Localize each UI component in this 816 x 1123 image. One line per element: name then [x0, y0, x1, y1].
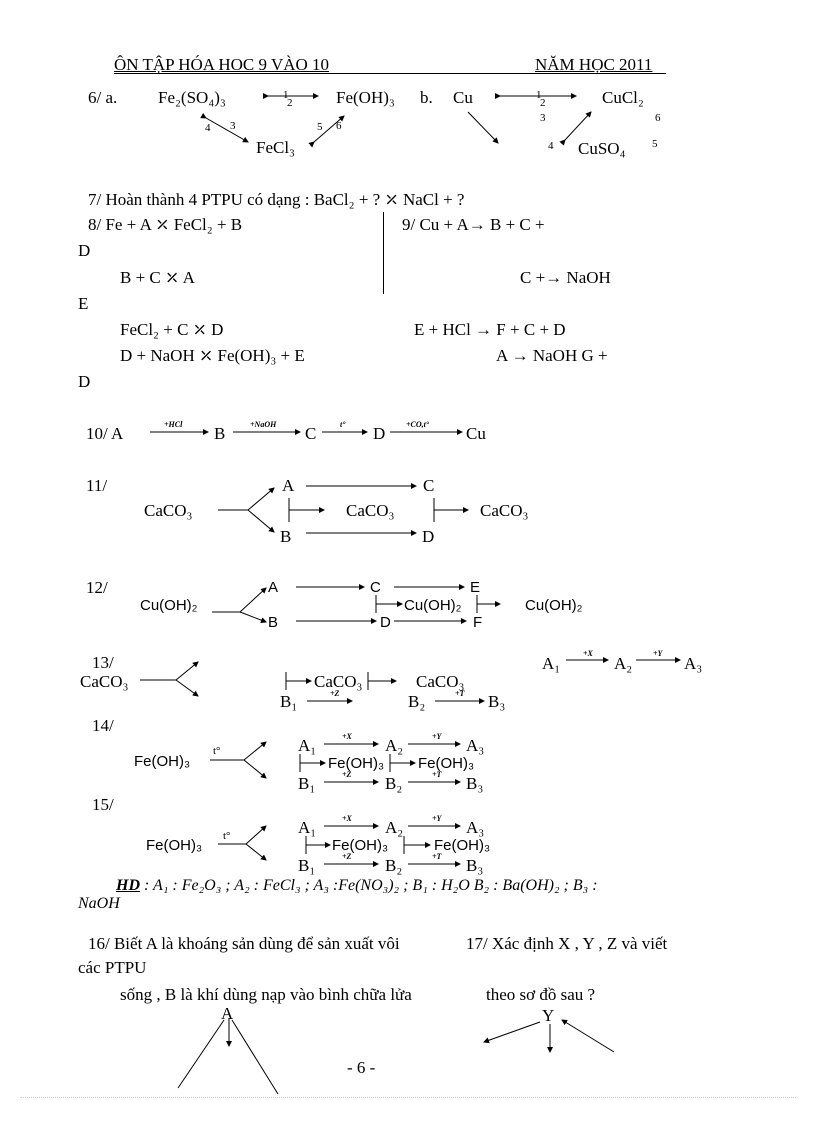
q15-a3: A₃ [466, 818, 485, 837]
q15-reagent-y: +Y [432, 814, 442, 823]
q13-a2: A₂ [614, 654, 633, 673]
q15-mid: Fe(OH)₃ [332, 837, 389, 854]
q13-reagent-y: +Y [653, 649, 663, 658]
q6-feoh3: Fe(OH)₃ [336, 88, 395, 107]
q13-caco3: CaCO₃ [80, 672, 129, 691]
q15-b3: B₃ [466, 856, 484, 875]
q12-a: A [268, 579, 279, 596]
q10-cu: Cu [466, 424, 486, 443]
q14-reagent-t: +T [432, 770, 442, 779]
q14-mid: Fe(OH)₃ [328, 755, 385, 772]
q12-b: B [268, 614, 279, 631]
q6-b-label: b. [420, 88, 433, 107]
q16-a: A [221, 1004, 234, 1023]
q6-b-num-6: 6 [655, 112, 661, 124]
q6-cu: Cu [453, 88, 473, 107]
q12-number: 12/ [86, 578, 108, 597]
q12-mid: Cu(OH)₂ [404, 597, 462, 614]
q15-reagent-x: +X [342, 814, 352, 823]
q15-b1: B₁ [298, 856, 316, 875]
q10-b: B [214, 424, 226, 443]
q11-c: C [423, 476, 435, 495]
q8-line1: 8/ Fe + A ⤫ FeCl₂ + B [88, 215, 243, 234]
q15-a2: A₂ [385, 818, 404, 837]
q13-reagent-t: +T [455, 689, 465, 698]
q12-f: F [473, 614, 483, 631]
q12-d: D [380, 614, 391, 631]
q13-a1: A₁ [542, 654, 561, 673]
q15-b2: B₂ [385, 856, 403, 875]
hd-hint [116, 876, 598, 896]
q14-b1: B₁ [298, 774, 316, 793]
header-title: ÔN TẬP HÓA HOC 9 VÀO 10 [114, 55, 330, 74]
q9-line3: E + HCl → F + C + D [414, 320, 566, 339]
q10-c: C [305, 424, 317, 443]
page-number: - 6 - [347, 1058, 376, 1077]
q6-cucl2: CuCl₂ [602, 88, 644, 107]
q14-feoh3: Fe(OH)₃ [134, 753, 191, 770]
q13-reagent-z: +Z [330, 689, 340, 698]
q11-a: A [282, 476, 295, 495]
q8-line2: B + C ⤫ A [120, 268, 195, 287]
q6-num-5: 5 [317, 121, 323, 133]
q6-num-4: 4 [205, 122, 211, 134]
q13-number: 13/ [92, 653, 114, 672]
q8-wrap-d: D [78, 241, 91, 260]
q9-line4: A → NaOH G + [496, 346, 608, 365]
q6-b-num-4: 4 [548, 140, 554, 152]
q12-cuoh2: Cu(OH)₂ [140, 597, 198, 614]
q14-b3: B₃ [466, 774, 484, 793]
q8-wrap-e: E [78, 294, 89, 313]
q11-b: B [280, 527, 292, 546]
q6-fe2so43: Fe₂(SO₄)₃ [158, 88, 226, 107]
hd-line2: NaOH [78, 895, 120, 912]
q14-reagent-x: +X [342, 732, 352, 741]
q6-b-num-1: 1 [536, 89, 542, 101]
hd-label: HD [116, 877, 140, 894]
header-rule [114, 73, 666, 74]
q8-q9-divider [383, 212, 384, 294]
q16-line3: sống , B là khí dùng nạp vào bình chữa lửa [120, 985, 412, 1004]
q6-b-num-3: 3 [540, 112, 546, 124]
q12-right: Cu(OH)₂ [525, 597, 583, 614]
q13-right: CaCO₃ [416, 672, 465, 691]
q10-reagent-2: +NaOH [250, 420, 277, 429]
q15-reagent-z: +Z [342, 852, 352, 861]
q10-reagent-3: t° [340, 420, 346, 429]
q11-number: 11/ [86, 476, 108, 495]
q13-b2: B₂ [408, 692, 426, 711]
q14-right: Fe(OH)₃ [418, 755, 475, 772]
q15-a1: A₁ [298, 818, 317, 837]
q12-e: E [470, 579, 481, 596]
q6-num-6: 6 [336, 120, 342, 132]
q14-heat: t° [213, 745, 221, 757]
q6-b-num-5: 5 [652, 138, 658, 150]
q15-number: 15/ [92, 795, 114, 814]
page-bottom-dots [20, 1097, 796, 1098]
q15-reagent-t: +T [432, 852, 442, 861]
q10-d: D [373, 424, 386, 443]
q17-line2: theo sơ đồ sau ? [486, 985, 596, 1004]
q6-num-2: 2 [287, 97, 293, 109]
q8-line3: FeCl₂ + C ⤫ D [120, 320, 224, 339]
q14-a3: A₃ [466, 736, 485, 755]
q9-line1: 9/ Cu + A→ B + C + [402, 215, 545, 234]
q6-b-num-2: 2 [540, 97, 546, 109]
q13-mid: CaCO₃ [314, 672, 363, 691]
q14-number: 14/ [92, 716, 114, 735]
q13-b1: B₁ [280, 692, 298, 711]
q8-line4: D + NaOH ⤫ Fe(OH)₃ + E [120, 346, 305, 365]
header-year: NĂM HỌC 2011 [535, 55, 653, 74]
q16-line1: 16/ Biết A là khoáng sản dùng để sản xuất vôi [88, 934, 400, 953]
q6-cuso4: CuSO₄ [578, 139, 626, 158]
q6-num-3: 3 [230, 120, 236, 132]
q7-text: 7/ Hoàn thành 4 PTPU có dạng : BaCl₂ + ? ⤫ NaCl + ? [88, 190, 465, 209]
q10-a: 10/ A [86, 424, 124, 443]
q15-feoh3: Fe(OH)₃ [146, 837, 203, 854]
q17-line1: 17/ Xác định X , Y , Z và viết [466, 934, 668, 953]
hd-text: : A₁ : Fe₂O₃ ; A₂ : FeCl₃ ; A₃ :Fe(NO₃)₂ ; B₁ : H₂O B₂ : Ba(OH)₂ ; B₃ : [140, 877, 598, 894]
q15-right: Fe(OH)₃ [434, 837, 491, 854]
q8-wrap-d2: D [78, 372, 91, 391]
q14-reagent-y: +Y [432, 732, 442, 741]
q15-heat: t° [223, 830, 231, 842]
q11-mid: CaCO₃ [346, 501, 395, 520]
q13-b3: B₃ [488, 692, 506, 711]
q13-reagent-x: +X [583, 649, 593, 658]
q14-a2: A₂ [385, 736, 404, 755]
q14-a1: A₁ [298, 736, 317, 755]
q10-reagent-4: +CO,t° [406, 420, 430, 429]
q10-reagent-1: +HCl [164, 420, 183, 429]
q16-line2: các PTPU [78, 958, 147, 977]
q6-fecl3: FeCl₃ [256, 138, 295, 157]
q14-b2: B₂ [385, 774, 403, 793]
q12-c: C [370, 579, 381, 596]
q6-number: 6/ a. [88, 88, 118, 107]
q6-num-1: 1 [283, 89, 289, 101]
q13-a3: A₃ [684, 654, 703, 673]
q17-y: Y [542, 1006, 555, 1025]
q14-reagent-z: +Z [342, 770, 352, 779]
q11-d: D [422, 527, 435, 546]
q11-caco3: CaCO₃ [144, 501, 193, 520]
q9-line2: C +→ NaOH [520, 268, 611, 287]
q11-right: CaCO₃ [480, 501, 529, 520]
